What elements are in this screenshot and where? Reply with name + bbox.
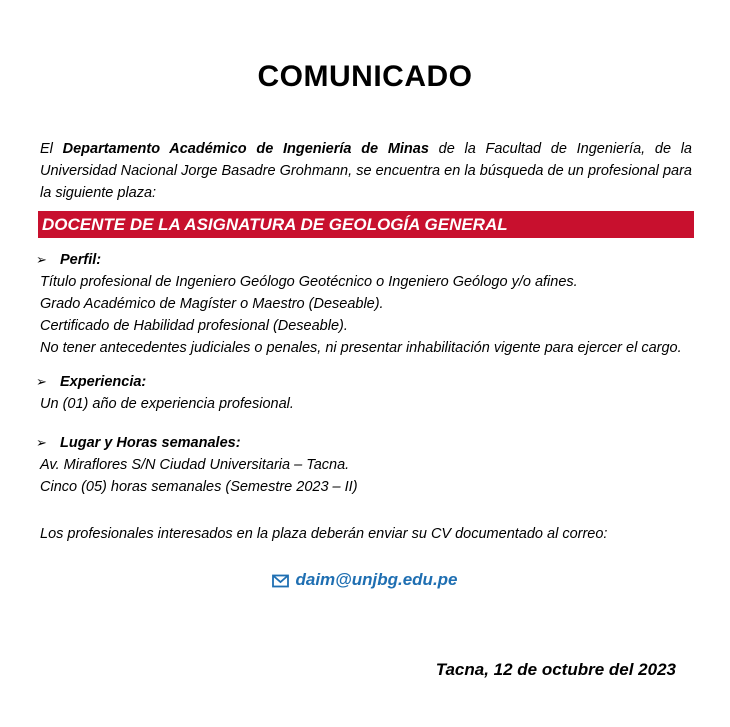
lugar-item: Av. Miraflores S/N Ciudad Universitaria – Tacna. [40, 457, 350, 473]
closing-text: Los profesionales interesados en la plaza deberán enviar su CV documentado al correo: [40, 526, 608, 542]
intro-text-start: El [40, 141, 63, 157]
experiencia-section [36, 371, 294, 415]
experiencia-item: Un (01) año de experiencia profesional. [40, 396, 294, 412]
perfil-section [36, 249, 682, 359]
email-address[interactable]: daim@unjbg.edu.pe [295, 570, 458, 589]
lugar-section [36, 432, 358, 498]
intro-paragraph [40, 138, 692, 204]
perfil-item: Grado Académico de Magíster o Maestro (Deseable). [40, 296, 384, 312]
arrow-bullet-icon: ➢ [36, 252, 47, 267]
perfil-item: No tener antecedentes judiciales o penales, ni presentar inhabilitación vigente para ejercer el cargo. [40, 340, 682, 356]
department-name: Departamento Académico de Ingeniería de Minas [62, 141, 429, 157]
envelope-icon [272, 574, 289, 588]
document-date: Tacna, 12 de octubre del 2023 [435, 660, 676, 679]
perfil-item: Título profesional de Ingeniero Geólogo Geotécnico o Ingeniero Geólogo y/o afines. [40, 274, 578, 290]
email-link[interactable] [0, 570, 730, 590]
perfil-heading: Perfil: [60, 252, 102, 268]
arrow-bullet-icon: ➢ [36, 435, 47, 450]
position-banner: DOCENTE DE LA ASIGNATURA DE GEOLOGÍA GENERAL [38, 211, 694, 238]
perfil-item: Certificado de Habilidad profesional (Deseable). [40, 318, 348, 334]
experiencia-heading: Experiencia: [60, 374, 147, 390]
arrow-bullet-icon: ➢ [36, 374, 47, 389]
lugar-item: Cinco (05) horas semanales (Semestre 2023 – II) [40, 479, 358, 495]
lugar-heading: Lugar y Horas semanales: [60, 435, 241, 451]
page-title: COMUNICADO [257, 60, 473, 93]
intro-text-end: de la Facultad de Ingeniería, de la Universidad Nacional Jorge Basadre Grohmann, se encuentra en la búsqueda de un profesional para la siguiente plaza: [40, 141, 693, 201]
